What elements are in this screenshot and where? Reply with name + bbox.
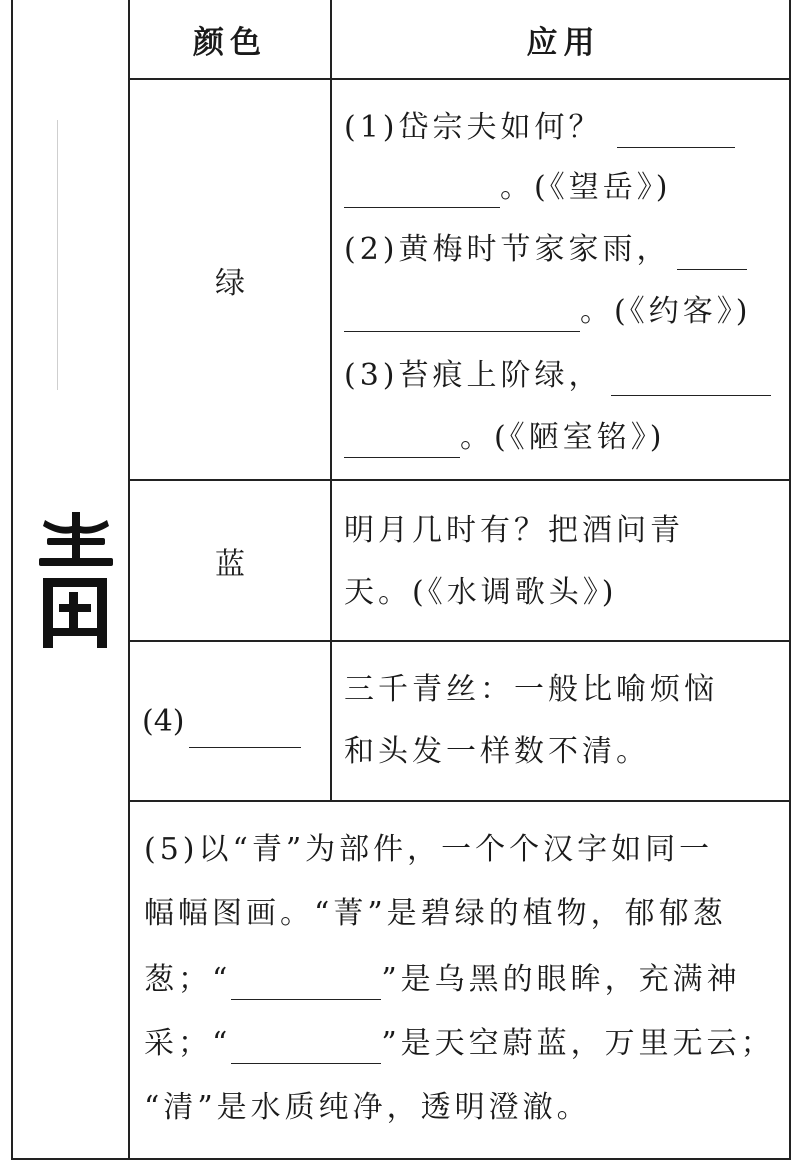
q1-blank-b[interactable] bbox=[344, 177, 500, 208]
q2-line-2 bbox=[344, 292, 751, 332]
color-q4 bbox=[130, 642, 332, 800]
usage-q4 bbox=[332, 642, 789, 800]
usage-blue bbox=[332, 481, 789, 640]
q3-blank-a[interactable] bbox=[611, 365, 771, 396]
color-header: 颜色 bbox=[130, 0, 332, 78]
row-q4 bbox=[130, 642, 789, 802]
q5-blank-a[interactable] bbox=[231, 969, 381, 1000]
q3-line-2 bbox=[344, 418, 665, 458]
q5-cell bbox=[130, 802, 789, 1160]
usage-green bbox=[332, 80, 789, 479]
blue-line-2: 天。(《水调歌头》) bbox=[344, 575, 618, 610]
row-q5 bbox=[130, 802, 789, 1160]
q2-blank-a[interactable] bbox=[677, 239, 747, 270]
svg-text:青: 青 bbox=[35, 508, 36, 509]
q1-source: 。(《望岳》) bbox=[500, 170, 672, 205]
seal-column bbox=[13, 0, 130, 1158]
seal-script-qing-glyph bbox=[35, 508, 115, 653]
scan-artifact-line bbox=[57, 120, 58, 390]
q2-line bbox=[344, 230, 747, 270]
q2-source: 。(《约客》) bbox=[580, 294, 752, 329]
q3-text: (3)苔痕上阶绿， bbox=[344, 358, 603, 393]
q5-line-3 bbox=[144, 960, 741, 1000]
content-grid bbox=[130, 0, 789, 1158]
color-blue: 蓝 bbox=[130, 481, 332, 640]
q5-line-3b: ”是乌黑的眼眸，充满神 bbox=[381, 962, 741, 997]
q5-line-2: 幅幅图画。“菁”是碧绿的植物，郁郁葱 bbox=[144, 896, 727, 931]
q3-line bbox=[344, 356, 771, 396]
worksheet-table bbox=[11, 0, 791, 1160]
q4-line-2: 和头发一样数不清。 bbox=[344, 734, 650, 769]
q5-line-4 bbox=[144, 1024, 775, 1064]
q1-blank-a[interactable] bbox=[617, 117, 735, 148]
usage-header: 应用 bbox=[526, 24, 601, 61]
q1-text: (1)岱宗夫如何？ bbox=[344, 110, 603, 145]
q3-blank-b[interactable] bbox=[344, 427, 460, 458]
q5-line-4a: 采；“ bbox=[144, 1026, 232, 1061]
q5-line-4b: ”是天空蔚蓝，万里无云； bbox=[381, 1026, 775, 1061]
header-row bbox=[130, 0, 789, 80]
row-green bbox=[130, 80, 789, 481]
q2-blank-b[interactable] bbox=[344, 301, 580, 332]
q1-line-2 bbox=[344, 168, 671, 208]
q5-line-3a: 葱；“ bbox=[144, 962, 232, 997]
row-blue bbox=[130, 481, 789, 642]
q4-label: (4) bbox=[142, 703, 185, 739]
blue-line-1: 明月几时有？把酒问青 bbox=[344, 513, 684, 548]
q2-text: (2)黄梅时节家家雨， bbox=[344, 232, 671, 267]
q5-blank-b[interactable] bbox=[231, 1033, 381, 1064]
q4-blank[interactable] bbox=[189, 717, 301, 748]
q1-line bbox=[344, 108, 735, 148]
q5-line-5: “清”是水质纯净，透明澄澈。 bbox=[144, 1090, 591, 1125]
color-green: 绿 bbox=[130, 80, 332, 479]
q3-source: 。(《陋室铭》) bbox=[460, 420, 666, 455]
q4-line-1: 三千青丝：一般比喻烦恼 bbox=[344, 672, 718, 707]
q5-line-1: (5)以“青”为部件，一个个汉字如同一 bbox=[144, 832, 714, 867]
